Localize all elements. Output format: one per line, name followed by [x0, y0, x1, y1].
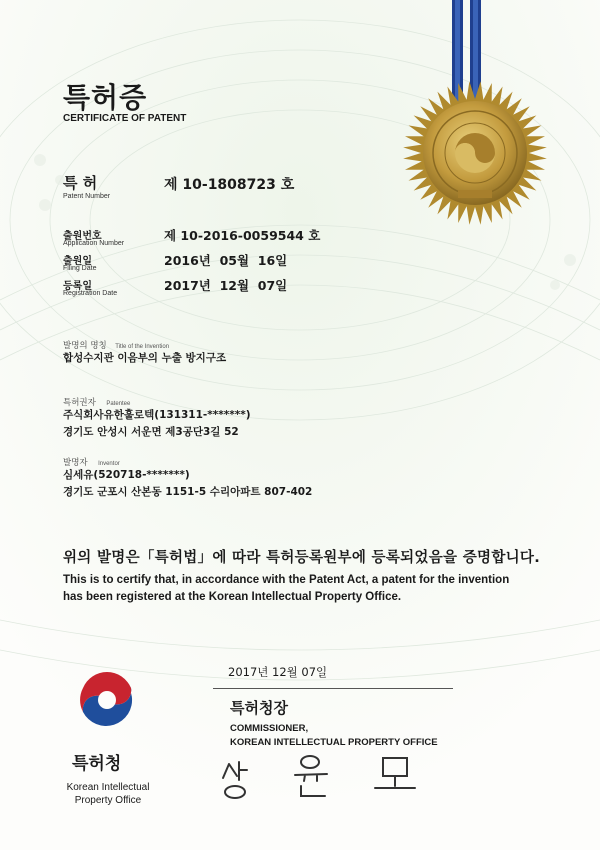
signature-divider	[213, 688, 453, 689]
certificate-title-ko: 특허증	[63, 81, 148, 114]
registration-date-value: 2017년 12월 07일	[164, 278, 288, 293]
patentee-address: 경기도 안성시 서운면 제3공단3길 52	[63, 426, 239, 438]
commissioner-title-ko: 특허청장	[230, 699, 288, 717]
filing-date-value: 2016년 05월 16일	[164, 253, 288, 268]
patentee-label-ko: 특허권자	[63, 398, 96, 408]
invention-title-label-ko: 발명의 명칭	[63, 341, 107, 351]
kipo-name-en-line2: Property Office	[74, 795, 142, 806]
patent-number-label-ko: 특 허	[63, 174, 98, 192]
certification-text-ko: 위의 발명은「특허법」에 따라 특허등록원부에 등록되었음을 증명합니다.	[63, 550, 541, 566]
application-number-value: 제 10-2016-0059544 호	[164, 228, 321, 243]
certification-text-en-line2: has been registered at the Korean Intellectual Property Office.	[63, 591, 402, 603]
patent-number-value: 제 10-1808723 호	[164, 177, 295, 193]
filing-date-label-en: Filing Date	[63, 265, 97, 272]
gold-seal-icon	[400, 78, 550, 228]
kipo-name-en-line1: Korean Intellectual	[66, 782, 150, 793]
kipo-name-ko: 특허청	[72, 754, 122, 774]
inventor-name: 심세유(520718-*******)	[63, 469, 190, 481]
certification-text-en-line1: This is to certify that, in accordance with the Patent Act, a patent for the invention	[63, 574, 510, 586]
invention-title-label-en: Title of the Invention	[115, 344, 170, 350]
patentee-label-en: Patentee	[106, 401, 131, 407]
invention-title-value: 합성수지관 이음부의 누출 방지구조	[63, 352, 227, 364]
commissioner-title-en	[230, 722, 438, 750]
commissioner-title-en-line1: COMMISSIONER,	[230, 723, 309, 734]
filing-date-label-ko: 출원일	[63, 256, 92, 267]
registration-date-label-ko: 등록일	[63, 281, 92, 292]
patent-number-label-en: Patent Number	[63, 193, 111, 200]
application-number-label-en: Application Number	[63, 240, 125, 247]
inventor-label-ko: 발명자	[63, 458, 88, 468]
application-number-label-ko: 출원번호	[63, 231, 102, 242]
inventor-label-en: Inventor	[98, 461, 120, 467]
commissioner-title-en-line2: KOREAN INTELLECTUAL PROPERTY OFFICE	[230, 737, 438, 748]
kipo-name-en	[58, 781, 158, 807]
kipo-logo-icon	[75, 668, 139, 732]
inventor-address: 경기도 군포시 산본동 1151-5 수리아파트 807-402	[63, 486, 313, 498]
registration-date-label-en: Registration Date	[63, 290, 118, 297]
certification-text-en	[63, 572, 583, 606]
patentee-name: 주식회사유한훌로텍(131311-*******)	[63, 409, 251, 421]
certificate-title-en: CERTIFICATE OF PATENT	[63, 113, 187, 124]
issue-date: 2017년 12월 07일	[228, 665, 328, 679]
commissioner-signature	[215, 748, 445, 806]
